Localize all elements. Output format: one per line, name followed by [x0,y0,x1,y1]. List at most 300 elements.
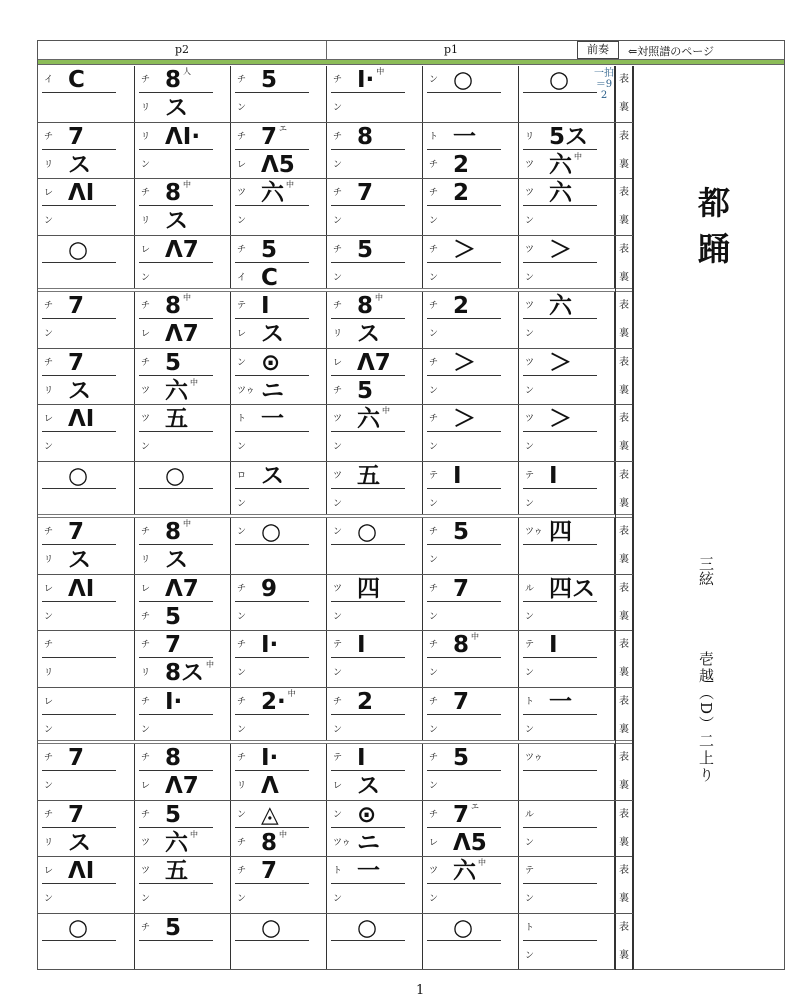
string-syllable: ツ [141,414,151,424]
string-syllable: ン [525,837,535,848]
string-syllable: ン [429,385,439,396]
string-syllable: ン [429,555,439,565]
omote-beat [327,236,422,264]
omote-beat [38,914,134,942]
string-syllable: チ [44,809,54,820]
omote-beat [519,688,614,716]
omote-label: 表 [615,405,633,433]
notation-cell [38,801,135,857]
string-syllable: ン [333,216,343,226]
omote-beat [327,462,422,490]
measure-row [38,405,633,462]
omote-beat [327,575,422,603]
ura-beat [135,207,230,235]
notation-cell [327,801,423,857]
ura-beat [231,94,326,122]
omote-beat [231,857,326,885]
finger-mark: 中 [183,293,192,302]
string-syllable: チ [237,244,247,255]
ura-beat [38,377,134,405]
ura-label: 裏 [615,264,633,292]
string-syllable: ツ [237,188,247,198]
string-syllable: レ [44,583,54,594]
string-syllable: チ [333,188,343,198]
note-symbol: I [453,462,462,489]
omote-beat [327,405,422,433]
string-syllable: レ [141,583,151,594]
string-syllable: ン [429,329,439,339]
string-syllable: チ [237,837,247,848]
note-symbol: ス [261,321,284,347]
finger-mark: 人 [183,67,192,76]
note-symbol: ΛI [68,858,95,884]
string-syllable: チ [44,131,54,142]
string-syllable: ン [525,894,535,904]
notation-grid [38,66,633,970]
notation-cell [135,349,231,405]
omote-label: 表 [615,179,633,207]
finger-mark: 中 [471,632,480,641]
omote-label: 表 [615,349,633,377]
notation-cell [135,575,231,631]
omote-beat [423,744,518,772]
string-syllable: リ [44,837,54,848]
notation-cell [327,179,423,235]
string-syllable: チ [141,188,151,198]
string-syllable: レ [44,188,54,198]
ura-beat [327,490,422,518]
ura-beat [231,716,326,744]
string-syllable: ン [429,216,439,226]
ura-label: 裏 [615,772,633,800]
ura-beat [327,885,422,913]
string-syllable: イ [44,75,54,85]
note-symbol: 8 [165,745,182,771]
string-syllable: ツ [429,866,439,876]
note-symbol: 六 [453,858,476,884]
ura-beat [231,659,326,687]
string-syllable: チ [141,527,151,537]
string-syllable: チ [44,640,54,650]
notation-cell [231,405,327,461]
string-syllable: リ [525,131,535,142]
prelude-button[interactable]: 前奏 [577,41,619,59]
ura-beat [327,659,422,687]
ura-beat [423,885,518,913]
string-syllable: ン [333,611,343,622]
notation-cell [231,744,327,800]
ura-beat [135,377,230,405]
notation-cell [135,405,231,461]
omote-beat [519,575,614,603]
reference-page-link[interactable]: ⇐対照譜のページ [628,45,714,58]
omote-beat [423,575,518,603]
note-symbol: 5 [357,377,374,404]
ura-beat [519,885,614,913]
omote-beat [135,744,230,772]
page-p2-label: p2 [38,41,327,59]
note-symbol: 5 [261,236,278,263]
ura-beat [423,490,518,518]
string-syllable: ン [141,894,151,904]
string-syllable: ン [429,781,439,791]
note-symbol: ΛI [68,575,95,602]
note-symbol: 7 [68,123,85,150]
ura-beat [423,377,518,405]
omote-beat [135,575,230,603]
notation-cell [231,123,327,179]
omote-beat [231,236,326,264]
omote-beat [327,744,422,772]
omote-beat [135,462,230,490]
omote-beat [38,857,134,885]
string-syllable: チ [429,244,439,255]
omote-label: 表 [615,123,633,151]
notation-cell [423,857,519,913]
note-symbol: 2 [453,151,470,178]
string-syllable: ン [237,527,247,537]
note-symbol: 7 [165,632,182,658]
string-syllable: チ [141,357,151,368]
note-symbol: ニ [261,377,284,404]
string-syllable: ト [525,922,535,933]
string-syllable: テ [525,866,535,876]
omote-beat [423,857,518,885]
string-syllable: ン [141,442,151,452]
ura-beat [423,151,518,179]
ura-beat [135,320,230,348]
measure-row [38,744,633,801]
ura-beat [38,772,134,800]
string-syllable: ン [44,442,54,452]
string-syllable: ン [525,611,535,622]
note-symbol: 2 [453,180,470,206]
notation-cell [231,914,327,970]
note-symbol: 7 [357,180,374,206]
string-syllable: イ [237,272,247,283]
measure-row [38,914,633,971]
finger-mark: 中 [375,293,384,302]
string-syllable: ン [44,329,54,339]
string-syllable: レ [44,866,54,876]
notation-cell [38,179,135,235]
note-symbol: I [357,745,366,771]
ura-beat [519,942,614,970]
omote-beat [519,914,614,942]
finger-mark: 中 [287,688,296,698]
notation-cell [231,236,327,289]
note-symbol: 5 [165,349,182,376]
omote-beat [38,518,134,546]
notation-cell [231,462,327,515]
string-syllable: リ [141,216,151,226]
string-syllable: ツ [141,866,151,876]
string-syllable: チ [429,159,439,170]
string-syllable: ツゥ [525,527,543,537]
string-syllable: ン [237,442,247,452]
omote-beat [327,518,422,546]
string-syllable: チ [333,696,343,707]
omote-beat [135,801,230,829]
note-symbol: ⊙ [261,349,281,376]
note-symbol: ス [165,95,188,121]
note-symbol: Λ7 [165,321,199,347]
omote-beat [327,123,422,151]
string-syllable: チ [237,696,247,707]
finger-mark: 中 [279,829,288,839]
ura-beat [38,151,134,179]
finger-mark: 中 [183,519,192,528]
string-syllable: チ [429,809,439,820]
note-symbol: 5 [453,745,470,771]
string-syllable: チ [141,75,151,85]
string-syllable: チ [333,301,343,311]
omote-beat [231,688,326,716]
ura-label: 裏 [615,942,633,970]
notation-cell [519,462,615,515]
ura-beat [519,264,614,292]
note-symbol: 六 [549,151,572,178]
string-syllable: ン [525,950,535,961]
omote-beat [423,405,518,433]
ura-beat [423,829,518,857]
ura-beat [231,377,326,405]
string-syllable: ン [237,611,247,622]
notation-cell [231,349,327,405]
notation-cell [327,631,423,687]
notation-cell [231,179,327,235]
notation-cell [327,349,423,405]
omote-beat [423,66,518,94]
string-syllable: リ [333,329,343,339]
string-syllable: レ [141,781,151,791]
omote-beat [231,462,326,490]
finger-mark: 中 [574,151,582,161]
string-syllable: ン [333,668,343,678]
string-syllable: ン [237,809,247,820]
string-syllable: レ [333,781,343,791]
note-symbol: 8 [165,67,182,93]
omote-label: 表 [615,66,633,94]
finger-mark: エ [471,801,480,811]
ura-beat [231,151,326,179]
notation-cell [423,688,519,741]
measure-row [38,801,633,858]
string-syllable: ン [333,527,343,537]
note-symbol: 5 [165,801,182,828]
string-syllable: ン [525,668,535,678]
notation-cell [519,349,615,405]
string-syllable: チ [429,527,439,537]
string-syllable: ン [237,357,247,368]
note-symbol: Λ7 [165,773,199,799]
note-symbol: 一 [549,688,572,715]
omote-beat [231,631,326,659]
string-syllable: ン [429,668,439,678]
measure-row [38,688,633,745]
omote-beat [519,462,614,490]
ura-beat [38,716,134,744]
measure-row [38,575,633,632]
notation-cell [38,462,135,515]
notation-cell [38,236,135,289]
omote-label: 表 [615,575,633,603]
ura-beat [519,151,614,179]
ura-beat [135,490,230,518]
notation-cell [327,914,423,970]
omote-beat [135,349,230,377]
note-symbol: 2 [357,688,374,715]
ura-beat [38,490,134,518]
omote-beat [231,66,326,94]
string-syllable: テ [525,640,535,650]
note-symbol: 五 [165,858,188,884]
string-syllable: ツ [525,357,535,368]
omote-beat [327,914,422,942]
omote-beat [38,236,134,264]
note-symbol: ス [68,377,91,404]
notation-cell [423,631,519,687]
note-symbol: 一 [453,123,476,150]
note-symbol: ○ [68,914,89,941]
string-syllable: チ [141,640,151,650]
finger-mark: 中 [376,67,385,76]
string-syllable: ツ [141,837,151,848]
ura-label: 裏 [615,320,633,348]
string-syllable: ツ [525,188,535,198]
notation-cell [423,179,519,235]
finger-mark: 中 [190,377,198,387]
finger-mark: エ [279,123,288,133]
note-symbol: I [549,632,558,658]
omote-beat [423,518,518,546]
note-symbol: ＞ [453,349,476,376]
omote-beat [38,631,134,659]
finger-mark: 中 [183,180,192,189]
note-symbol: 一 [261,406,284,432]
note-symbol: 7 [68,745,85,771]
omote-beat [231,914,326,942]
note-symbol: 四ス [549,575,595,602]
string-syllable: ン [333,894,343,904]
note-symbol: 7 [68,293,85,319]
string-syllable: チ [333,244,343,255]
note-symbol: Λ5 [261,151,295,178]
omote-beat [38,179,134,207]
omote-beat [327,292,422,320]
note-symbol: ニ [357,829,380,856]
omote-beat [135,518,230,546]
string-syllable: ン [525,724,535,735]
notation-cell [519,405,615,461]
notation-cell [327,292,423,348]
string-syllable: ン [237,668,247,678]
ura-beat [231,264,326,292]
string-syllable: チ [141,611,151,622]
string-syllable: リ [237,781,247,791]
string-syllable: レ [429,837,439,848]
ura-beat [135,659,230,687]
omote-beat [38,123,134,151]
omote-beat [519,236,614,264]
ura-beat [327,377,422,405]
ura-label: 裏 [615,659,633,687]
instrument-label: 三絃 [697,556,715,586]
string-syllable: ン [429,442,439,452]
omote-beat [327,631,422,659]
string-syllable: チ [429,753,439,763]
omote-label: 表 [615,801,633,829]
string-syllable: ン [333,809,343,820]
omote-beat [135,179,230,207]
title-column [633,66,785,969]
measure-row [38,179,633,236]
note-symbol: 六 [165,829,188,856]
omote-label: 表 [615,292,633,320]
notation-cell [38,575,135,631]
note-symbol: ○ [68,236,89,263]
omote-beat [38,405,134,433]
string-syllable: チ [237,753,247,763]
note-symbol: ΛI· [165,123,201,150]
omote-beat [327,857,422,885]
string-syllable: チ [141,301,151,311]
string-syllable: チ [141,696,151,707]
string-syllable: ン [237,498,247,509]
ura-beat [135,942,230,970]
omote-beat [423,688,518,716]
omote-beat [423,179,518,207]
string-syllable: ン [333,103,343,113]
omote-beat [519,179,614,207]
omote-beat [38,688,134,716]
string-syllable: ン [237,894,247,904]
string-syllable: テ [333,753,343,763]
string-syllable: ン [237,103,247,113]
notation-cell [519,857,615,913]
ura-beat [327,320,422,348]
ura-beat [423,942,518,970]
omote-beat [423,349,518,377]
notation-cell [135,518,231,574]
ura-beat [231,546,326,574]
ura-beat [231,320,326,348]
string-syllable: ン [429,498,439,509]
string-syllable: ン [141,724,151,735]
string-syllable: テ [429,470,439,481]
omote-beat [327,688,422,716]
ura-beat [327,433,422,461]
string-syllable: ロ [237,470,247,481]
ura-label: 裏 [615,603,633,631]
ura-beat [38,829,134,857]
note-symbol: 7 [453,801,470,828]
measure-row [38,518,633,575]
string-syllable: ン [525,216,535,226]
omote-beat [231,179,326,207]
string-syllable: リ [141,103,151,113]
string-syllable: チ [333,385,343,396]
measure-row [38,236,633,293]
notation-cell [38,744,135,800]
note-symbol: 五 [357,462,380,489]
omote-label: 表 [615,857,633,885]
ura-beat [135,716,230,744]
omote-beat [135,236,230,264]
ura-beat [423,433,518,461]
omote-label: 表 [615,688,633,716]
ura-beat [38,603,134,631]
